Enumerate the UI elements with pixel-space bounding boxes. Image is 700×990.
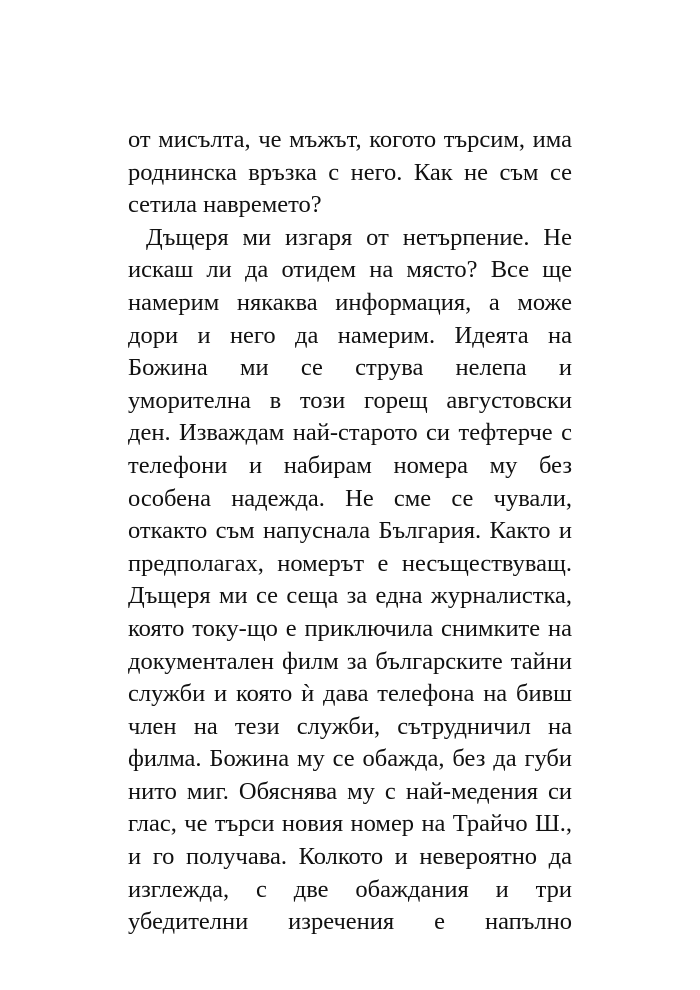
text-line: филма. Божина му се обажда, без да губи bbox=[128, 745, 572, 773]
text-line: уморителна в този горещ августовски bbox=[128, 386, 572, 414]
text-line: Дъщеря ми изгаря от нетърпение. Не bbox=[146, 223, 572, 251]
text-line: от мисълта, че мъжът, когото търсим, има bbox=[128, 126, 572, 153]
text-line: сетила навремето? bbox=[128, 191, 322, 219]
text-line: откакто съм напуснала България. Както и bbox=[128, 517, 572, 545]
text-line: дори и него да намерим. Идеята на bbox=[128, 321, 572, 349]
text-line: член на тези служби, сътрудничил на bbox=[128, 712, 572, 740]
text-line: и го получава. Колкото и невероятно да bbox=[128, 843, 572, 871]
text-line: Дъщеря ми се сеща за една журналистка, bbox=[128, 582, 572, 610]
text-line: телефони и набирам номера му без bbox=[128, 451, 572, 479]
text-line: искаш ли да отидем на място? Все ще bbox=[128, 256, 572, 284]
body-text bbox=[128, 124, 572, 939]
text-line: която току-що е приключила снимките на bbox=[128, 614, 572, 642]
text-line: ден. Изваждам най-старото си тефтерче с bbox=[128, 419, 572, 447]
text-line: глас, че търси новия номер на Трайчо Ш., bbox=[128, 810, 572, 838]
text-line: предполагах, номерът е несъществуващ. bbox=[128, 549, 572, 577]
text-line: роднинска връзка с него. Как не съм се bbox=[128, 158, 572, 186]
text-line: убедителни изречения е напълно bbox=[128, 908, 572, 936]
text-line: особена надежда. Не сме се чували, bbox=[128, 484, 572, 512]
text-line: изглежда, с две обаждания и три bbox=[128, 875, 572, 903]
text-line: служби и която ѝ дава телефона на бивш bbox=[128, 680, 572, 708]
text-line: документален филм за българските тайни bbox=[128, 647, 572, 675]
text-line: нито миг. Обяснява му с най-медения си bbox=[128, 777, 572, 805]
text-line: намерим някаква информация, а може bbox=[128, 288, 572, 316]
text-line: Божина ми се струва нелепа и bbox=[128, 354, 572, 382]
